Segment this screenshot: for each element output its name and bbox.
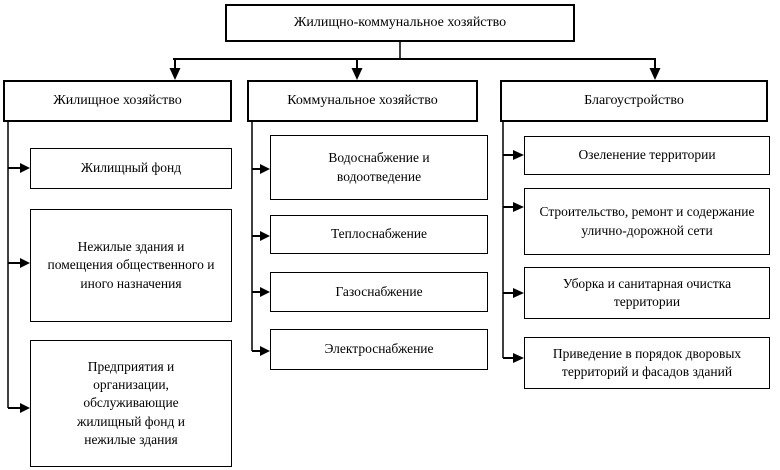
leaf-node-gas-supply: Газоснабжение	[270, 272, 488, 312]
leaf-node-service-enterprises: Предприятия и организации, обслуживающие жилищный фонд и нежилые здания	[30, 340, 232, 467]
branch-node-improvement: Благоустройство	[500, 80, 768, 122]
leaf-node-landscaping: Озеленение территории	[524, 136, 770, 175]
root-node-housing-communal-services: Жилищно-коммунальное хозяйство	[225, 4, 575, 42]
leaf-node-housing-stock: Жилищный фонд	[30, 148, 232, 189]
leaf-node-heat-supply: Теплоснабжение	[270, 215, 488, 254]
leaf-node-sanitary-cleaning: Уборка и санитарная очистка территории	[524, 267, 770, 319]
leaf-node-water-supply: Водоснабжение и водоотведение	[270, 135, 488, 200]
branch-node-housing: Жилищное хозяйство	[3, 80, 232, 122]
leaf-node-yard-facade-upkeep: Приведение в порядок дворовых территорий и фасадов зданий	[524, 337, 770, 389]
leaf-node-road-network: Строительство, ремонт и содержание улично-дорожной сети	[524, 188, 770, 255]
leaf-node-electricity-supply: Электроснабжение	[270, 329, 488, 370]
branch-node-communal: Коммунальное хозяйство	[247, 80, 478, 122]
leaf-node-nonresidential-buildings: Нежилые здания и помещения общественного и иного назначения	[30, 209, 232, 322]
